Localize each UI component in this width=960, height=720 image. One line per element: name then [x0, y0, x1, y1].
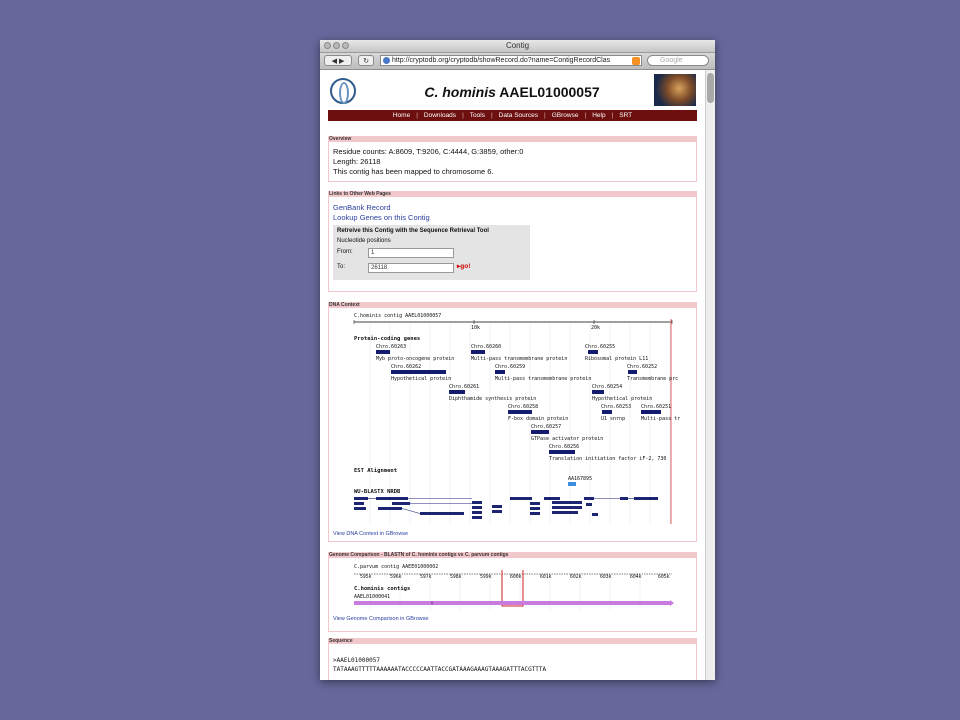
hominis-contig-id[interactable]: AAEL01000041	[354, 594, 391, 600]
vertical-scrollbar[interactable]	[705, 70, 715, 680]
comparison-tick: 600k	[510, 575, 522, 580]
browser-toolbar	[320, 53, 715, 70]
fasta-header: >AAEL01000057	[333, 657, 380, 664]
gene-desc: GTPase activator protein	[531, 436, 604, 442]
window-title: Contig	[505, 41, 530, 50]
nav-gbrowse[interactable]: GBrowse	[551, 112, 579, 119]
hominis-contig-label: C.hominis contig AAEL01000057	[354, 313, 442, 319]
gene-desc: Transmembrane prc	[627, 376, 679, 382]
comparison-tick: 603k	[600, 575, 612, 580]
gene-glyph[interactable]	[376, 350, 390, 354]
lookup-genes-link[interactable]: Lookup Genes on this Contig	[333, 213, 430, 222]
gene-id[interactable]: Chro.60261	[449, 384, 480, 390]
gene-glyph[interactable]	[531, 430, 549, 434]
comparison-tick: 598k	[450, 575, 462, 580]
gene-id[interactable]: Chro.60255	[585, 344, 616, 350]
site-header	[328, 74, 696, 114]
gene-desc: Multi-pass transmembrane protein	[495, 376, 592, 382]
chromosome-mapping: This contig has been mapped to chromosome 6.	[333, 167, 494, 176]
gene-id[interactable]: Chro.60263	[376, 344, 407, 350]
ruler-tick-20k: 20k	[591, 325, 601, 331]
genbank-record-link[interactable]: GenBank Record	[333, 203, 391, 212]
blastx-hits-image	[354, 495, 674, 525]
nav-srt[interactable]: SRT	[619, 112, 633, 119]
reload-button[interactable]: ↻	[358, 55, 374, 66]
page-content	[320, 70, 705, 680]
gene-desc: Ribosomal protein L11	[585, 356, 649, 362]
address-text: http://cryptodb.org/cryptodb/showRecord.do?name=ContigRecordClas	[392, 57, 611, 64]
go-label: go!	[460, 263, 471, 270]
gene-desc: Hypothetical protein	[592, 396, 653, 402]
gene-glyph[interactable]	[449, 390, 465, 394]
search-placeholder: Google	[660, 57, 683, 64]
nav-downloads[interactable]: Downloads	[423, 112, 457, 119]
gene-desc: Myb proto-oncogene protein	[376, 356, 455, 362]
residue-prefix: Residue counts:	[333, 147, 389, 156]
gene-glyph[interactable]	[641, 410, 661, 414]
page-title-species: C. hominis	[424, 84, 496, 100]
nav-separator: |	[611, 112, 614, 119]
nav-help[interactable]: Help	[592, 112, 606, 119]
gene-desc: Multi-pass transmembrane protein	[471, 356, 568, 362]
gene-glyph[interactable]	[592, 390, 604, 394]
page-title-contig: AAEL01000057	[499, 84, 600, 100]
gene-glyph[interactable]	[508, 410, 532, 414]
gene-id[interactable]: Chro.60253	[601, 404, 632, 410]
gene-id[interactable]: Chro.60258	[508, 404, 539, 410]
protein-coding-label: Protein-coding genes	[354, 336, 421, 342]
nav-separator: |	[544, 112, 546, 119]
comparison-tick: 604k	[630, 575, 642, 580]
from-input[interactable]: 1	[368, 248, 454, 258]
hominis-contigs-label: C.hominis contigs	[354, 586, 411, 592]
title-bar	[320, 40, 715, 53]
to-input[interactable]: 26118	[368, 263, 454, 273]
comparison-tick: 601k	[540, 575, 552, 580]
gene-desc: Diphthamide synthesis protein	[449, 396, 537, 402]
gene-id[interactable]: Chro.60259	[495, 364, 526, 370]
comparison-tick: 597k	[420, 575, 432, 580]
nav-tools[interactable]: Tools	[469, 112, 485, 119]
search-field[interactable]	[647, 55, 709, 66]
rss-icon[interactable]	[632, 57, 640, 65]
est-id[interactable]: AA167895	[568, 476, 593, 482]
gene-glyph[interactable]	[588, 350, 598, 354]
comparison-tick: 599k	[480, 575, 492, 580]
contig-length: Length: 26118	[333, 157, 381, 166]
scrollbar-thumb[interactable]	[707, 73, 714, 103]
blastx-label: WU-BLASTX NRDB	[354, 489, 401, 495]
nav-data-sources[interactable]: Data Sources	[498, 112, 539, 119]
organism-photo	[654, 74, 696, 106]
sequence-box	[328, 644, 697, 680]
gene-id[interactable]: Chro.60251	[641, 404, 672, 410]
gene-id[interactable]: Chro.60262	[391, 364, 422, 370]
est-glyph[interactable]	[568, 482, 576, 486]
gene-id[interactable]: Chro.60252	[627, 364, 658, 370]
gene-glyph[interactable]	[495, 370, 505, 374]
page-title	[328, 84, 696, 100]
gene-id[interactable]: Chro.60256	[549, 444, 580, 450]
nav-separator: |	[490, 112, 493, 119]
gene-desc: U1 snrnp	[601, 416, 626, 422]
ruler-tick-10k: 10k	[471, 325, 481, 331]
comparison-tick: 596k	[390, 575, 402, 580]
nav-separator: |	[416, 112, 418, 119]
gene-glyph[interactable]	[549, 450, 575, 454]
gene-id[interactable]: Chro.60254	[592, 384, 623, 390]
back-forward-button[interactable]: ◀ ▶	[324, 55, 352, 66]
sequence-line: TATAAAGTTTTTAAAAAATACCCCCAATTACCGATAAAGAAAGTAAAGATTTACGTTTA	[333, 666, 547, 673]
retrieval-title: Retreive this Contig with the Sequence Retrieval Tool	[337, 228, 489, 234]
comparison-tick: 595k	[360, 575, 372, 580]
to-label: To:	[337, 264, 346, 270]
globe-icon	[383, 57, 390, 64]
gene-desc: F-box domain protein	[508, 416, 569, 422]
go-button[interactable]: ▸go!	[457, 263, 471, 270]
gene-id[interactable]: Chro.60257	[531, 424, 562, 430]
browser-window	[320, 40, 715, 680]
nav-home[interactable]: Home	[392, 112, 411, 119]
gene-glyph[interactable]	[628, 370, 637, 374]
links-heading: Links to Other Web Pages	[328, 191, 697, 197]
view-genome-comparison-link[interactable]: View Genome Comparison in GBrowse	[333, 616, 429, 622]
gene-id[interactable]: Chro.60260	[471, 344, 502, 350]
overview-heading: Overview	[328, 136, 697, 142]
nav-separator: |	[584, 112, 587, 119]
genome-comparison-heading: Genome Comparison - BLASTN of C. hominis contigs vs C. parvum contigs	[328, 552, 697, 558]
sequence-heading: Sequence	[328, 638, 697, 644]
residue-counts	[333, 147, 523, 156]
parvum-contig-label: C.parvum contig AAEE01000002	[354, 564, 439, 570]
view-dna-context-link[interactable]: View DNA Context in GBrowse	[333, 531, 409, 537]
main-nav	[328, 110, 697, 121]
est-alignment-label: EST Alignment	[354, 468, 398, 474]
nav-separator: |	[462, 112, 464, 119]
gene-desc: Hypothetical protein	[391, 376, 452, 382]
comparison-tick: 605k	[658, 575, 670, 580]
dna-context-heading: DNA Context	[328, 302, 697, 308]
gene-desc: Multi-pass tr	[641, 416, 681, 422]
address-bar[interactable]	[380, 55, 642, 66]
gene-glyph[interactable]	[602, 410, 612, 414]
gene-desc: Translation initiation factor iF-2, 730	[549, 456, 667, 462]
from-label: From:	[337, 249, 353, 255]
residue-values: A:8609, T:9206, C:4444, G:3859, other:0	[388, 147, 524, 156]
sequence-retrieval-panel	[333, 225, 530, 280]
gene-glyph[interactable]	[471, 350, 485, 354]
comparison-tick: 602k	[570, 575, 582, 580]
nucleotide-positions-label: Nucleotide positions	[337, 238, 391, 244]
gene-glyph[interactable]	[391, 370, 446, 374]
